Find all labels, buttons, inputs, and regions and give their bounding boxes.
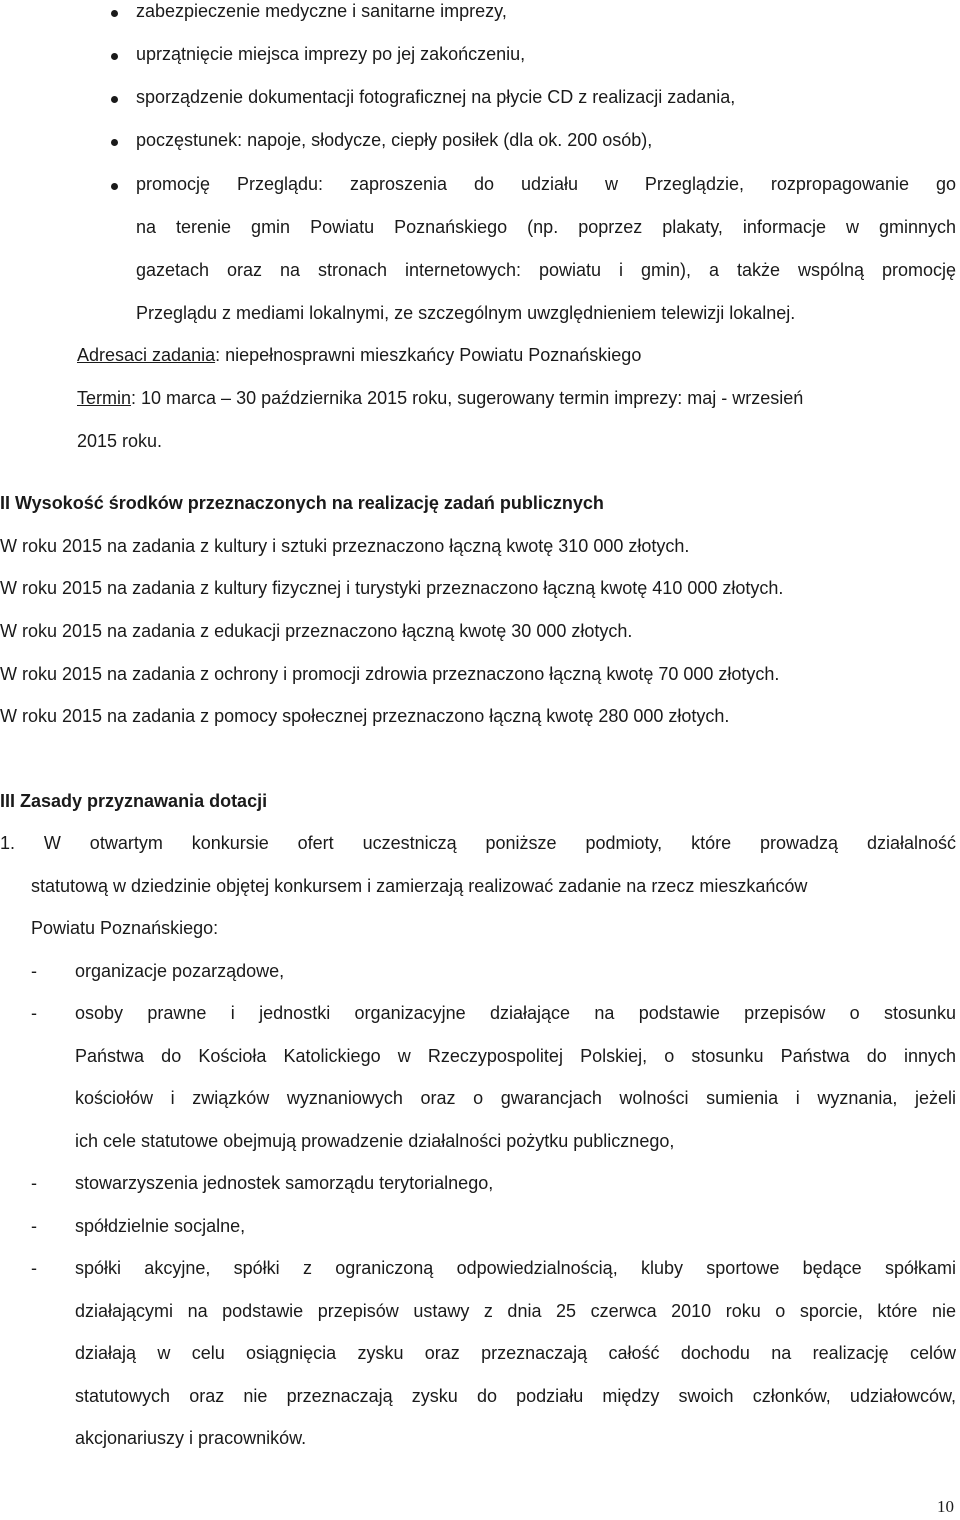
list-item-line: akcjonariuszy i pracowników. — [75, 1428, 307, 1448]
page-number: 10 — [937, 1497, 954, 1516]
termin-label: Termin — [77, 388, 132, 408]
bullet-item-promo-line: gazetach oraz na stronach internetowych: powiatu i gmin), a także wspólną promocję — [136, 260, 956, 280]
list-item-line: działającymi na podstawie przepisów ustawy z dnia 25 czerwca 2010 roku o sporcie, które nie — [75, 1301, 956, 1321]
section-heading: II Wysokość środków przeznaczonych na realizację zadań publicznych — [0, 493, 604, 513]
bullet-item: zabezpieczenie medyczne i sanitarne imprezy, — [136, 1, 507, 21]
bullet-item: sporządzenie dokumentacji fotograficznej na płycie CD z realizacji zadania, — [136, 87, 736, 107]
bullet-dot — [111, 139, 118, 146]
list-item-line: działają w celu osiągnięcia zysku oraz przeznaczają całość dochodu na realizację celów — [75, 1343, 956, 1363]
list-item-line: spółki akcyjne, spółki z ograniczoną odpowiedzialnością, kluby sportowe będące spółkami — [75, 1258, 956, 1278]
adresaci-line — [77, 345, 641, 366]
bullet-item-promo-line: na terenie gmin Powiatu Poznańskiego (np. poprzez plakaty, informacje w gminnych — [136, 217, 956, 237]
bullet-dot — [111, 183, 118, 190]
list-dash: - — [31, 1216, 37, 1236]
adresaci-label: Adresaci zadania — [77, 345, 216, 365]
paragraph-line: Powiatu Poznańskiego: — [31, 918, 219, 938]
list-item: stowarzyszenia jednostek samorządu terytorialnego, — [75, 1173, 494, 1193]
list-item: spółdzielnie socjalne, — [75, 1216, 246, 1236]
list-item-line: kościołów i związków wyznaniowych oraz o gwarancjach wolności sumienia i wyznania, jeżeli — [75, 1088, 956, 1108]
list-dash: - — [31, 961, 37, 981]
list-dash: - — [31, 1258, 37, 1278]
bullet-item-promo-line: Przeglądu z mediami lokalnymi, ze szczególnym uwzględnieniem telewizji lokalnej. — [136, 303, 796, 323]
list-dash: - — [31, 1173, 37, 1193]
funding-line: W roku 2015 na zadania z kultury i sztuki przeznaczono łączną kwotę 310 000 złotych. — [0, 536, 690, 556]
adresaci-text: : niepełnosprawni mieszkańcy Powiatu Poznańskiego — [215, 345, 642, 365]
funding-line: W roku 2015 na zadania z pomocy społecznej przeznaczono łączną kwotę 280 000 złotych. — [0, 706, 730, 726]
funding-line: W roku 2015 na zadania z edukacji przeznaczono łączną kwotę 30 000 złotych. — [0, 621, 633, 641]
bullet-dot — [111, 96, 118, 103]
bullet-dot — [111, 10, 118, 17]
bullet-item: uprzątnięcie miejsca imprezy po jej zakończeniu, — [136, 44, 526, 64]
termin-line — [77, 388, 803, 409]
paragraph-line: 1. W otwartym konkursie ofert uczestniczą poniższe podmioty, które prowadzą działalność — [0, 833, 956, 853]
list-item-line: ich cele statutowe obejmują prowadzenie działalności pożytku publicznego, — [75, 1131, 675, 1151]
list-item-line: statutowych oraz nie przeznaczają zysku do podziału między swoich członków, udziałowców, — [75, 1386, 956, 1406]
termin-cont: 2015 roku. — [77, 431, 163, 451]
bullet-item-promo-line: promocję Przeglądu: zaproszenia do udziału w Przeglądzie, rozpropagowanie go — [136, 174, 956, 194]
section-heading: III Zasady przyznawania dotacji — [0, 791, 268, 811]
paragraph-line: statutową w dziedzinie objętej konkursem i zamierzają realizować zadanie na rzecz mieszkańców — [31, 876, 808, 896]
list-item-line: osoby prawne i jednostki organizacyjne działające na podstawie przepisów o stosunku — [75, 1003, 956, 1023]
termin-text: : 10 marca – 30 października 2015 roku, sugerowany termin imprezy: maj - wrzesień — [131, 388, 804, 408]
list-item: organizacje pozarządowe, — [75, 961, 285, 981]
bullet-dot — [111, 53, 118, 60]
list-item-line: Państwa do Kościoła Katolickiego w Rzeczypospolitej Polskiej, o stosunku Państwa do innych — [75, 1046, 956, 1066]
bullet-item: poczęstunek: napoje, słodycze, ciepły posiłek (dla ok. 200 osób), — [136, 130, 653, 150]
funding-line: W roku 2015 na zadania z ochrony i promocji zdrowia przeznaczono łączną kwotę 70 000 złotych. — [0, 664, 780, 684]
funding-line: W roku 2015 na zadania z kultury fizycznej i turystyki przeznaczono łączną kwotę 410 000 złotych. — [0, 578, 784, 598]
list-dash: - — [31, 1003, 37, 1023]
